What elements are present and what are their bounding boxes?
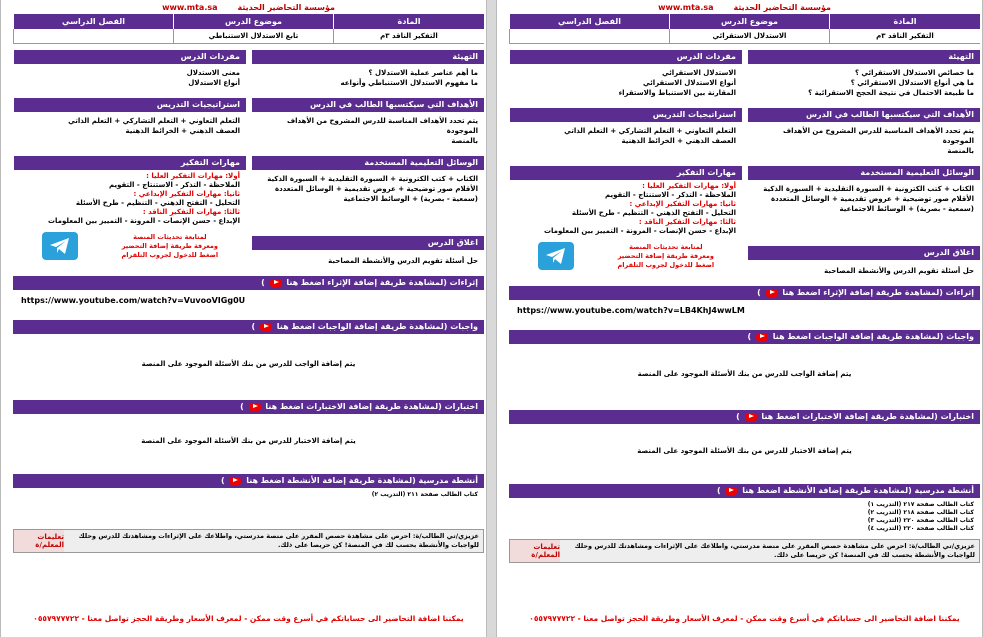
intro-title: التهيئة: [748, 50, 980, 64]
activities-section: [13, 474, 484, 526]
youtube-icon[interactable]: [756, 333, 768, 341]
promo-area: [510, 240, 742, 272]
tips-row: [13, 529, 484, 553]
top-line: [509, 0, 980, 14]
youtube-icon[interactable]: [229, 477, 241, 485]
list-line: الإبداع - حسن الإنصات - المرونة - التمييز بين المعلومات: [543, 227, 736, 235]
enrich-url[interactable]: https://www.youtube.com/watch?v=LB4KhJ4wwLM: [517, 306, 745, 315]
org-name: مؤسسة التحاضير الحديثة: [733, 2, 831, 12]
closing-text: حل أسئلة تقويم الدرس والأنشطة المصاحبة: [824, 267, 974, 275]
youtube-icon[interactable]: [270, 279, 282, 287]
tips-label: تعليمات المعلم/ة: [510, 540, 560, 562]
vocab-title: مفردات الدرس: [14, 50, 246, 64]
tests-title[interactable]: اختبارات (لمشاهدة طريقة إضافة الاختبارات اضغط هنا ): [13, 400, 484, 414]
vocab-panel: [14, 50, 246, 92]
list-line: لمتابعة تحديثات المنصة: [629, 242, 703, 251]
list-line: ومعرفة طريقة إضافة التحضير: [121, 241, 218, 250]
tips-text: عزيزي/تي الطالب/ة: احرص على مشاهدة حصص المقرر على منصة مدرستي، واطلاعك على الإثراءات ومشاهدتك للدرس وحلك للواجبات والأنشطة بحسب لك في المنصة! كن حريصا على ذلك.: [64, 530, 483, 552]
list-line: اضغط للدخول لجروب التلقرام: [617, 260, 715, 269]
youtube-icon[interactable]: [745, 413, 757, 421]
telegram-icon[interactable]: [538, 242, 574, 270]
values-row: [13, 29, 484, 44]
list-line: لمتابعة تحديثات المنصة: [133, 232, 207, 241]
list-line: الإبداع - حسن الإنصات - المرونة - التمييز بين المعلومات: [47, 217, 240, 225]
list-line: ما طبيعة الاحتمال في نتيجة الحجج الاستقرائية ؟: [808, 89, 974, 97]
enrich-title[interactable]: إثراءات (لمشاهدة طريقة إضافة الإثراء اضغط هنا ): [509, 286, 980, 300]
strategies-lines: [510, 122, 742, 150]
activities-lines: [509, 498, 980, 536]
list-line: ثالثا: مهارات التفكير الناقد :: [638, 218, 736, 226]
list-line: العصف الذهني + الخرائط الذهنية: [621, 137, 736, 145]
tests-title[interactable]: اختبارات (لمشاهدة طريقة إضافة الاختبارات اضغط هنا ): [509, 410, 980, 424]
list-line: الكتاب + كتب الكترونية + السبورة التقليدية + السبورة الذكية: [763, 185, 974, 193]
strategies-panel: [14, 98, 246, 150]
row-aids-skills: [13, 156, 484, 270]
list-line: الملاحظة - التذكر - الاستنتاج - التقويم: [604, 191, 736, 199]
tips-label: تعليمات المعلم/ة: [14, 530, 64, 552]
enrich-section: [509, 286, 980, 324]
enrich-title[interactable]: إثراءات (لمشاهدة طريقة إضافة الإثراء اضغط هنا ): [13, 276, 484, 290]
goals-lines: [252, 112, 484, 150]
activities-lines: [13, 488, 484, 526]
intro-panel: [252, 50, 484, 92]
list-line: ثالثا: مهارات التفكير الناقد :: [142, 208, 240, 216]
list-line: ما مفهوم الاستدلال الاستنباطي وأنواعه: [340, 79, 478, 87]
intro-title: التهيئة: [252, 50, 484, 64]
list-line: ثانيا: مهارات التفكير الإبداعي :: [133, 190, 240, 198]
list-line: العصف الذهني + الخرائط الذهنية: [125, 127, 240, 135]
page-content: [509, 0, 980, 563]
tests-section: [13, 400, 484, 468]
vocab-panel: [510, 50, 742, 102]
topic-label: موضوع الدرس: [173, 14, 333, 29]
page-footer: يمكننا اضافة التحاضير الى حساباتكم في أسرع وقت ممكن - لمعرف الأسعار وطريقة الحجز تواصل معنا - ٠٥٥٧٩٧٧٧٢٢: [529, 614, 960, 623]
skills-lines: [510, 180, 742, 240]
list-line: أنواع الاستدلال: [188, 79, 240, 87]
aids-col: [252, 156, 484, 270]
strategies-lines: [14, 112, 246, 140]
list-line: اضغط للدخول لجروب التلقرام: [121, 250, 219, 259]
strategies-title: استراتيجيات التدريس: [510, 108, 742, 122]
goals-panel: [748, 108, 980, 160]
intro-lines: [252, 64, 484, 92]
activities-title[interactable]: أنشطة مدرسية (لمشاهدة طريقة إضافة الأنشطة اضغط هنا ): [13, 474, 484, 488]
homework-section: [509, 330, 980, 404]
list-line: (سمعية - بصرية) + الوسائط الاجتماعية: [343, 195, 478, 203]
top-line: [13, 0, 484, 14]
page-content: [13, 0, 484, 553]
list-line: كتاب الطالب صفحة ٢٢٠ (التدريب ٤): [867, 525, 974, 532]
list-line: ومعرفة طريقة إضافة التحضير: [617, 251, 714, 260]
row-intro-vocab: [13, 50, 484, 92]
list-line: (سمعية - بصرية) + الوسائط الاجتماعية: [839, 205, 974, 213]
list-line: التعلم التعاوني + التعلم التشاركي + التعلم الذاتي: [68, 117, 240, 125]
row-goals-strategies: [13, 98, 484, 150]
youtube-icon[interactable]: [725, 487, 737, 495]
telegram-icon[interactable]: [42, 232, 78, 260]
skills-title: مهارات التفكير: [510, 166, 742, 180]
strategies-panel: [510, 108, 742, 160]
site-link[interactable]: www.mta.sa: [658, 2, 714, 12]
promo-text[interactable]: [122, 233, 219, 260]
activities-title[interactable]: أنشطة مدرسية (لمشاهدة طريقة إضافة الأنشطة اضغط هنا ): [509, 484, 980, 498]
homework-section: [13, 320, 484, 394]
tests-text: يتم إضافة الاختبار للدرس من بنك الأسئلة الموجود على المنصة: [637, 447, 852, 455]
homework-text: يتم إضافة الواجب للدرس من بنك الأسئلة الموجود على المنصة: [637, 370, 852, 378]
intro-lines: [748, 64, 980, 102]
list-line: التحليل - التفتح الذهني - التنظيم - طرح الأسئلة: [75, 199, 240, 207]
topic-value: الاستدلال الاستقرائي: [669, 29, 829, 43]
tests-section: [509, 410, 980, 478]
goals-lines: [748, 122, 980, 160]
aids-col: [748, 166, 980, 280]
promo-area: [14, 230, 246, 262]
list-line: ما هي أنواع الاستدلال الاستقرائي ؟: [850, 79, 974, 87]
goals-panel: [252, 98, 484, 150]
list-line: يتم تحدد الأهداف المناسبة للدرس المشروح من الأهداف الموجودة: [286, 117, 478, 135]
goals-title: الأهداف التي سيكتسبها الطالب في الدرس: [748, 108, 980, 122]
header-row: [509, 14, 980, 29]
header-row: [13, 14, 484, 29]
list-line: التحليل - التفتح الذهني - التنظيم - طرح الأسئلة: [571, 209, 736, 217]
list-line: أولا: مهارات التفكير العليا :: [146, 172, 240, 180]
term-label: الفصل الدراسي: [13, 14, 173, 29]
subject-label: المادة: [333, 14, 484, 29]
aids-lines: [748, 180, 980, 246]
list-line: كتاب الطالب صفحة ٢١٨ (التدريب ٢): [867, 509, 974, 516]
goals-title: الأهداف التي سيكتسبها الطالب في الدرس: [252, 98, 484, 112]
list-line: أنواع الاستدلال الاستقرائي: [642, 79, 736, 87]
list-line: أولا: مهارات التفكير العليا :: [642, 182, 736, 190]
activities-section: [509, 484, 980, 536]
aids-title: الوسائل التعليمية المستخدمة: [252, 156, 484, 170]
row-intro-vocab: [509, 50, 980, 102]
subject-value: التفكير الناقد ٣م: [829, 29, 980, 43]
topic-value: تابع الاستدلال الاستنباطي: [173, 29, 333, 43]
tests-text: يتم إضافة الاختبار للدرس من بنك الأسئلة الموجود على المنصة: [141, 437, 356, 445]
list-line: ثانيا: مهارات التفكير الإبداعي :: [629, 200, 736, 208]
enrich-url[interactable]: https://www.youtube.com/watch?v=VuvooVIGg0U: [21, 296, 246, 305]
list-line: الأقلام صور توضيحية + عروض تقديمية + الوسائل المتعددة: [275, 185, 478, 193]
list-line: المقارنة بين الاستنباط والاستقراء: [618, 89, 736, 97]
list-line: كتاب الطالب صفحة ٢١١ (التدريب ٢): [371, 491, 478, 498]
vocab-title: مفردات الدرس: [510, 50, 742, 64]
list-line: الاستدلال الاستقرائي: [662, 69, 736, 77]
aids-lines: [252, 170, 484, 236]
list-line: يتم تحدد الأهداف المناسبة للدرس المشروح من الأهداف الموجودة: [782, 127, 974, 145]
list-line: ما أهم عناصر عملية الاستدلال ؟: [368, 69, 478, 77]
values-row: [509, 29, 980, 44]
site-link[interactable]: www.mta.sa: [162, 2, 218, 12]
list-line: كتاب الطالب صفحة ٢٢٠ (التدريب ٣): [867, 517, 974, 524]
skills-col: [14, 156, 246, 270]
closing-text: حل أسئلة تقويم الدرس والأنشطة المصاحبة: [328, 257, 478, 265]
list-line: بالمنصة: [947, 147, 974, 155]
term-label: الفصل الدراسي: [509, 14, 669, 29]
closing-title: اغلاق الدرس: [252, 236, 484, 250]
subject-label: المادة: [829, 14, 980, 29]
closing-title: اغلاق الدرس: [748, 246, 980, 260]
org-name: مؤسسة التحاضير الحديثة: [237, 2, 335, 12]
youtube-icon[interactable]: [249, 403, 261, 411]
vocab-lines: [14, 64, 246, 92]
list-line: الكتاب + كتب الكترونية + السبورة التقليدية + السبورة الذكية: [267, 175, 478, 183]
list-line: معنى الاستدلال: [186, 69, 240, 77]
enrich-section: [13, 276, 484, 314]
lesson-page-right: [496, 0, 983, 637]
tips-text: عزيزي/تي الطالب/ة: احرص على مشاهدة حصص المقرر على منصة مدرستي، واطلاعك على الإثراءات ومشاهدتك للدرس وحلك للواجبات والأنشطة بحسب لك في المنصة! كن حريصا على ذلك.: [560, 540, 979, 562]
list-line: الأقلام صور توضيحية + عروض تقديمية + الوسائل المتعددة: [771, 195, 974, 203]
skills-lines: [14, 170, 246, 230]
page-footer: يمكننا اضافة التحاضير الى حساباتكم في أسرع وقت ممكن - لمعرف الأسعار وطريقة الحجز تواصل معنا - ٠٥٥٧٩٧٧٧٢٢: [33, 614, 464, 623]
youtube-icon[interactable]: [260, 323, 272, 331]
list-line: الملاحظة - التذكر - الاستنتاج - التقويم: [108, 181, 240, 189]
lesson-page-left: [0, 0, 487, 637]
row-goals-strategies: [509, 108, 980, 160]
promo-text[interactable]: [618, 243, 715, 270]
vocab-lines: [510, 64, 742, 102]
skills-col: [510, 166, 742, 280]
list-line: التعلم التعاوني + التعلم التشاركي + التعلم الذاتي: [564, 127, 736, 135]
row-aids-skills: [509, 166, 980, 280]
list-line: بالمنصة: [451, 137, 478, 145]
aids-title: الوسائل التعليمية المستخدمة: [748, 166, 980, 180]
subject-value: التفكير الناقد ٣م: [333, 29, 484, 43]
tips-row: [509, 539, 980, 563]
homework-title[interactable]: واجبات (لمشاهدة طريقة إضافة الواجبات اضغط هنا ): [509, 330, 980, 344]
term-value: [509, 29, 669, 43]
topic-label: موضوع الدرس: [669, 14, 829, 29]
list-line: كتاب الطالب صفحة ٢١٧ (التدريب ١): [867, 501, 974, 508]
term-value: [13, 29, 173, 43]
skills-title: مهارات التفكير: [14, 156, 246, 170]
homework-title[interactable]: واجبات (لمشاهدة طريقة إضافة الواجبات اضغط هنا ): [13, 320, 484, 334]
youtube-icon[interactable]: [766, 289, 778, 297]
intro-panel: [748, 50, 980, 102]
homework-text: يتم إضافة الواجب للدرس من بنك الأسئلة الموجود على المنصة: [141, 360, 356, 368]
strategies-title: استراتيجيات التدريس: [14, 98, 246, 112]
list-line: ما خصائص الاستدلال الاستقرائي ؟: [854, 69, 974, 77]
